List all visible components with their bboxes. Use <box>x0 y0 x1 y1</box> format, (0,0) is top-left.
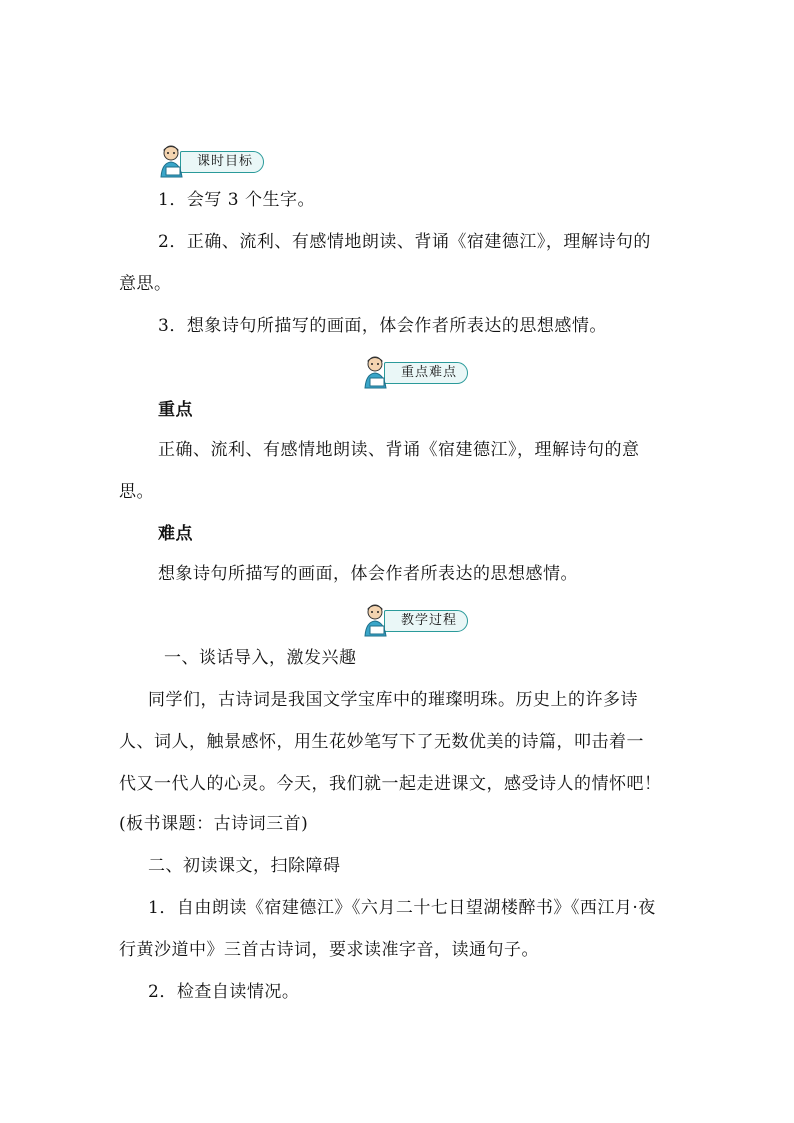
process-badge <box>362 602 472 638</box>
section-2-title: 二、初读课文，扫除障碍 <box>148 856 341 876</box>
intro-paragraph-line-3: 代又一代人的心灵。今天，我们就一起走进课文，感受诗人的情怀吧！ <box>119 774 662 794</box>
key-text-line-1: 正确、流利、有感情地朗读、背诵《宿建德江》，理解诗句的意 <box>158 440 640 460</box>
goal-item-2-continued: 意思。 <box>119 274 172 294</box>
key-points-badge-label: 重点难点 <box>384 362 468 384</box>
student-reading-icon <box>362 602 392 638</box>
goal-item-3: 3．想象诗句所描写的画面，体会作者所表达的思想感情。 <box>158 316 607 336</box>
process-badge-label: 教学过程 <box>384 610 468 632</box>
section-1-title: 一、谈话导入，激发兴趣 <box>164 648 357 668</box>
board-note: (板书课题：古诗词三首) <box>119 814 309 834</box>
goals-badge <box>158 143 268 179</box>
key-points-badge <box>362 354 472 390</box>
intro-paragraph-line-1: 同学们，古诗词是我国文学宝库中的璀璨明珠。历史上的许多诗 <box>148 690 638 710</box>
goal-item-2: 2．正确、流利、有感情地朗读、背诵《宿建德江》，理解诗句的 <box>158 232 651 252</box>
difficult-text: 想象诗句所描写的画面，体会作者所表达的思想感情。 <box>158 564 578 584</box>
goals-badge-label: 课时目标 <box>180 151 264 173</box>
step-1-line-1: 1．自由朗读《宿建德江》《六月二十七日望湖楼醉书》《西江月·夜 <box>148 898 656 918</box>
step-2: 2．检查自读情况。 <box>148 982 300 1002</box>
student-reading-icon <box>158 143 188 179</box>
difficult-heading: 难点 <box>158 524 193 544</box>
goal-item-1: 1．会写 3 个生字。 <box>158 190 315 210</box>
student-reading-icon <box>362 354 392 390</box>
intro-paragraph-line-2: 人、词人，触景感怀，用生花妙笔写下了无数优美的诗篇，叩击着一 <box>119 732 644 752</box>
step-1-line-2: 行黄沙道中》三首古诗词，要求读准字音，读通句子。 <box>119 940 539 960</box>
key-heading: 重点 <box>158 400 193 420</box>
key-text-line-2: 思。 <box>119 482 154 502</box>
